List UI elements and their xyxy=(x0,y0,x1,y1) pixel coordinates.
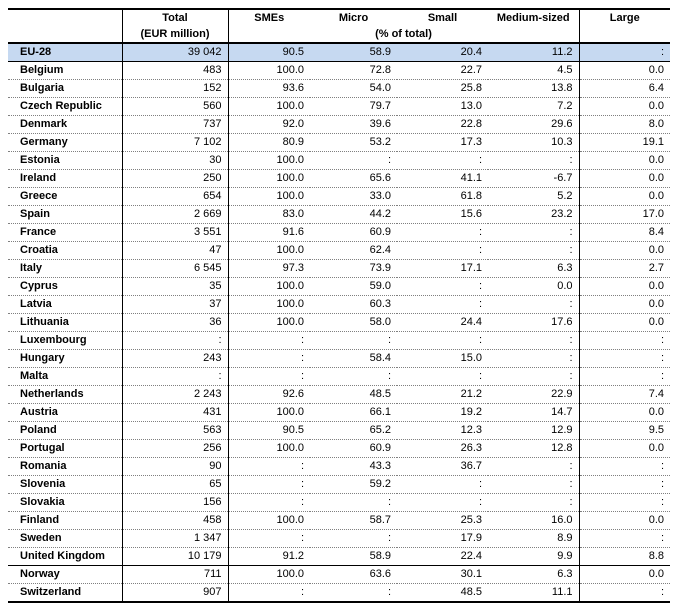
cell-small: 19.2 xyxy=(397,404,488,422)
cell-large: 0.0 xyxy=(579,404,670,422)
header-row-1 xyxy=(8,9,670,26)
cell-medium: : xyxy=(488,332,579,350)
cell-medium: 12.8 xyxy=(488,440,579,458)
table-row xyxy=(8,458,670,476)
cell-micro: 54.0 xyxy=(310,80,397,98)
cell-small: : xyxy=(397,332,488,350)
cell-small: 22.7 xyxy=(397,62,488,80)
cell-smes: 100.0 xyxy=(228,404,310,422)
cell-large: : xyxy=(579,530,670,548)
cell-smes: 100.0 xyxy=(228,242,310,260)
cell-large: 0.0 xyxy=(579,512,670,530)
cell-large: 0.0 xyxy=(579,152,670,170)
table-row xyxy=(8,584,670,603)
row-label: Poland xyxy=(8,422,122,440)
row-label: EU-28 xyxy=(8,43,122,62)
cell-micro: 33.0 xyxy=(310,188,397,206)
cell-micro: : xyxy=(310,584,397,603)
table-row xyxy=(8,242,670,260)
cell-large: 0.0 xyxy=(579,170,670,188)
row-label: Finland xyxy=(8,512,122,530)
cell-small: 15.0 xyxy=(397,350,488,368)
row-label: Germany xyxy=(8,134,122,152)
cell-micro: 60.3 xyxy=(310,296,397,314)
data-table xyxy=(8,8,670,603)
cell-smes: 92.6 xyxy=(228,386,310,404)
cell-small: 30.1 xyxy=(397,566,488,584)
row-label: Netherlands xyxy=(8,386,122,404)
cell-micro: : xyxy=(310,332,397,350)
cell-micro: 62.4 xyxy=(310,242,397,260)
cell-large: 0.0 xyxy=(579,278,670,296)
row-label: Slovenia xyxy=(8,476,122,494)
table-row-aggregate xyxy=(8,43,670,62)
row-label: Latvia xyxy=(8,296,122,314)
row-label: Sweden xyxy=(8,530,122,548)
cell-total: 711 xyxy=(122,566,228,584)
cell-micro: 44.2 xyxy=(310,206,397,224)
cell-micro: 65.6 xyxy=(310,170,397,188)
cell-total: 36 xyxy=(122,314,228,332)
row-label: Romania xyxy=(8,458,122,476)
cell-medium: 7.2 xyxy=(488,98,579,116)
cell-medium: : xyxy=(488,350,579,368)
cell-total: 243 xyxy=(122,350,228,368)
row-label: Denmark xyxy=(8,116,122,134)
cell-small: 15.6 xyxy=(397,206,488,224)
row-label: Italy xyxy=(8,260,122,278)
cell-small: 26.3 xyxy=(397,440,488,458)
cell-medium: 23.2 xyxy=(488,206,579,224)
cell-medium: 11.1 xyxy=(488,584,579,603)
cell-smes: 93.6 xyxy=(228,80,310,98)
cell-smes: 92.0 xyxy=(228,116,310,134)
cell-micro: : xyxy=(310,494,397,512)
row-label: Estonia xyxy=(8,152,122,170)
cell-smes: 100.0 xyxy=(228,152,310,170)
cell-medium: : xyxy=(488,368,579,386)
cell-total: 256 xyxy=(122,440,228,458)
cell-micro: 39.6 xyxy=(310,116,397,134)
row-label: Cyprus xyxy=(8,278,122,296)
cell-micro: 59.2 xyxy=(310,476,397,494)
cell-medium: -6.7 xyxy=(488,170,579,188)
table-row xyxy=(8,206,670,224)
cell-large: 9.5 xyxy=(579,422,670,440)
row-label: Spain xyxy=(8,206,122,224)
header-smes: SMEs xyxy=(228,9,310,26)
cell-medium: : xyxy=(488,476,579,494)
cell-large: 0.0 xyxy=(579,566,670,584)
cell-medium: : xyxy=(488,458,579,476)
header-empty-cell-3 xyxy=(579,26,670,43)
cell-total: 1 347 xyxy=(122,530,228,548)
cell-large: 17.0 xyxy=(579,206,670,224)
cell-total: 3 551 xyxy=(122,224,228,242)
cell-large: : xyxy=(579,350,670,368)
cell-total: 654 xyxy=(122,188,228,206)
cell-medium: 12.9 xyxy=(488,422,579,440)
cell-small: 17.9 xyxy=(397,530,488,548)
cell-small: 24.4 xyxy=(397,314,488,332)
cell-total: 483 xyxy=(122,62,228,80)
cell-total: : xyxy=(122,368,228,386)
cell-total: 6 545 xyxy=(122,260,228,278)
table-row xyxy=(8,296,670,314)
cell-large: 19.1 xyxy=(579,134,670,152)
header-empty-cell-2 xyxy=(8,26,122,43)
cell-smes: : xyxy=(228,530,310,548)
cell-medium: 0.0 xyxy=(488,278,579,296)
cell-medium: 16.0 xyxy=(488,512,579,530)
cell-small: 22.4 xyxy=(397,548,488,566)
table-row xyxy=(8,152,670,170)
row-label: United Kingdom xyxy=(8,548,122,566)
cell-total: 37 xyxy=(122,296,228,314)
cell-large: : xyxy=(579,368,670,386)
cell-small: 12.3 xyxy=(397,422,488,440)
cell-micro: 58.7 xyxy=(310,512,397,530)
table-row xyxy=(8,512,670,530)
table-row xyxy=(8,260,670,278)
table-row xyxy=(8,548,670,566)
cell-medium: 22.9 xyxy=(488,386,579,404)
cell-large: : xyxy=(579,332,670,350)
cell-large: 2.7 xyxy=(579,260,670,278)
cell-micro: 65.2 xyxy=(310,422,397,440)
row-label: Belgium xyxy=(8,62,122,80)
cell-micro: 48.5 xyxy=(310,386,397,404)
table-row xyxy=(8,494,670,512)
cell-smes: : xyxy=(228,458,310,476)
cell-total: 47 xyxy=(122,242,228,260)
cell-large: 8.0 xyxy=(579,116,670,134)
cell-medium: 10.3 xyxy=(488,134,579,152)
cell-large: : xyxy=(579,458,670,476)
cell-smes: : xyxy=(228,584,310,603)
cell-total: 152 xyxy=(122,80,228,98)
cell-small: 61.8 xyxy=(397,188,488,206)
row-label: Malta xyxy=(8,368,122,386)
cell-micro: 72.8 xyxy=(310,62,397,80)
table-row xyxy=(8,80,670,98)
cell-medium: 5.2 xyxy=(488,188,579,206)
header-total-unit: (EUR million) xyxy=(122,26,228,43)
table-row xyxy=(8,476,670,494)
table-row xyxy=(8,404,670,422)
cell-medium: 17.6 xyxy=(488,314,579,332)
table-row xyxy=(8,314,670,332)
cell-smes: 90.5 xyxy=(228,422,310,440)
table-body xyxy=(8,43,670,602)
table-row xyxy=(8,386,670,404)
row-label: Luxembourg xyxy=(8,332,122,350)
row-label: Portugal xyxy=(8,440,122,458)
cell-total: 156 xyxy=(122,494,228,512)
header-micro: Micro xyxy=(310,9,397,26)
cell-smes: 100.0 xyxy=(228,566,310,584)
cell-smes: 100.0 xyxy=(228,296,310,314)
cell-smes: 100.0 xyxy=(228,512,310,530)
cell-small: : xyxy=(397,494,488,512)
cell-smes: 97.3 xyxy=(228,260,310,278)
cell-small: 22.8 xyxy=(397,116,488,134)
cell-large: 8.8 xyxy=(579,548,670,566)
cell-large: 7.4 xyxy=(579,386,670,404)
cell-micro: 59.0 xyxy=(310,278,397,296)
cell-small: 41.1 xyxy=(397,170,488,188)
row-label: Croatia xyxy=(8,242,122,260)
cell-large: 0.0 xyxy=(579,314,670,332)
row-label: Slovakia xyxy=(8,494,122,512)
cell-total: 2 669 xyxy=(122,206,228,224)
cell-medium: : xyxy=(488,296,579,314)
table-row xyxy=(8,116,670,134)
table-row xyxy=(8,188,670,206)
cell-large: : xyxy=(579,584,670,603)
row-label: Hungary xyxy=(8,350,122,368)
cell-smes: 90.5 xyxy=(228,43,310,62)
cell-small: 25.3 xyxy=(397,512,488,530)
cell-micro: 53.2 xyxy=(310,134,397,152)
cell-small: : xyxy=(397,152,488,170)
cell-total: 563 xyxy=(122,422,228,440)
cell-large: : xyxy=(579,476,670,494)
table-row xyxy=(8,422,670,440)
row-label: France xyxy=(8,224,122,242)
cell-medium: 11.2 xyxy=(488,43,579,62)
cell-large: 0.0 xyxy=(579,296,670,314)
cell-small: 25.8 xyxy=(397,80,488,98)
header-total: Total xyxy=(122,9,228,26)
cell-total: 7 102 xyxy=(122,134,228,152)
cell-micro: 58.4 xyxy=(310,350,397,368)
cell-small: : xyxy=(397,242,488,260)
table-row xyxy=(8,332,670,350)
row-label: Czech Republic xyxy=(8,98,122,116)
cell-medium: 6.3 xyxy=(488,260,579,278)
cell-micro: : xyxy=(310,152,397,170)
cell-total: 737 xyxy=(122,116,228,134)
table-row xyxy=(8,278,670,296)
cell-small: 20.4 xyxy=(397,43,488,62)
cell-medium: : xyxy=(488,494,579,512)
cell-micro: 79.7 xyxy=(310,98,397,116)
cell-total: 250 xyxy=(122,170,228,188)
header-row-2 xyxy=(8,26,670,43)
cell-smes: 91.2 xyxy=(228,548,310,566)
cell-total: : xyxy=(122,332,228,350)
cell-smes: : xyxy=(228,494,310,512)
cell-medium: : xyxy=(488,224,579,242)
cell-small: : xyxy=(397,224,488,242)
cell-medium: 8.9 xyxy=(488,530,579,548)
cell-large: 0.0 xyxy=(579,242,670,260)
cell-micro: : xyxy=(310,368,397,386)
cell-total: 2 243 xyxy=(122,386,228,404)
cell-micro: 66.1 xyxy=(310,404,397,422)
cell-small: : xyxy=(397,476,488,494)
cell-large: 8.4 xyxy=(579,224,670,242)
cell-small: 17.1 xyxy=(397,260,488,278)
cell-smes: : xyxy=(228,476,310,494)
table-row xyxy=(8,368,670,386)
cell-total: 90 xyxy=(122,458,228,476)
table-row xyxy=(8,170,670,188)
cell-large: 0.0 xyxy=(579,188,670,206)
row-label: Lithuania xyxy=(8,314,122,332)
cell-smes: : xyxy=(228,332,310,350)
header-pct-unit: (% of total) xyxy=(228,26,579,43)
cell-small: 13.0 xyxy=(397,98,488,116)
cell-total: 35 xyxy=(122,278,228,296)
row-label: Greece xyxy=(8,188,122,206)
cell-large: 6.4 xyxy=(579,80,670,98)
row-label: Switzerland xyxy=(8,584,122,603)
cell-total: 560 xyxy=(122,98,228,116)
cell-micro: : xyxy=(310,530,397,548)
cell-smes: 91.6 xyxy=(228,224,310,242)
cell-smes: 100.0 xyxy=(228,62,310,80)
table-row xyxy=(8,62,670,80)
cell-small: 17.3 xyxy=(397,134,488,152)
cell-small: 21.2 xyxy=(397,386,488,404)
cell-smes: 100.0 xyxy=(228,314,310,332)
table-row xyxy=(8,440,670,458)
cell-medium: 4.5 xyxy=(488,62,579,80)
cell-large: 0.0 xyxy=(579,98,670,116)
header-small: Small xyxy=(397,9,488,26)
cell-large: : xyxy=(579,43,670,62)
table-row xyxy=(8,134,670,152)
header-empty-cell xyxy=(8,9,122,26)
cell-medium: : xyxy=(488,152,579,170)
cell-small: 48.5 xyxy=(397,584,488,603)
cell-smes: 100.0 xyxy=(228,440,310,458)
cell-smes: 100.0 xyxy=(228,188,310,206)
cell-micro: 73.9 xyxy=(310,260,397,278)
cell-total: 458 xyxy=(122,512,228,530)
table-row xyxy=(8,224,670,242)
cell-medium: 6.3 xyxy=(488,566,579,584)
cell-smes: 83.0 xyxy=(228,206,310,224)
cell-micro: 60.9 xyxy=(310,224,397,242)
cell-micro: 58.0 xyxy=(310,314,397,332)
cell-medium: 14.7 xyxy=(488,404,579,422)
cell-micro: 60.9 xyxy=(310,440,397,458)
cell-medium: 29.6 xyxy=(488,116,579,134)
cell-medium: 9.9 xyxy=(488,548,579,566)
table-row xyxy=(8,530,670,548)
row-label: Austria xyxy=(8,404,122,422)
row-label: Norway xyxy=(8,566,122,584)
cell-micro: 63.6 xyxy=(310,566,397,584)
row-label: Bulgaria xyxy=(8,80,122,98)
cell-small: 36.7 xyxy=(397,458,488,476)
cell-smes: : xyxy=(228,350,310,368)
cell-total: 431 xyxy=(122,404,228,422)
cell-smes: 80.9 xyxy=(228,134,310,152)
cell-smes: 100.0 xyxy=(228,98,310,116)
cell-total: 65 xyxy=(122,476,228,494)
table-row xyxy=(8,350,670,368)
header-medium: Medium-sized xyxy=(488,9,579,26)
cell-smes: 100.0 xyxy=(228,278,310,296)
table-row xyxy=(8,566,670,584)
cell-small: : xyxy=(397,278,488,296)
header-large: Large xyxy=(579,9,670,26)
cell-small: : xyxy=(397,296,488,314)
cell-medium: 13.8 xyxy=(488,80,579,98)
cell-small: : xyxy=(397,368,488,386)
cell-total: 30 xyxy=(122,152,228,170)
table-row xyxy=(8,98,670,116)
cell-micro: 43.3 xyxy=(310,458,397,476)
cell-medium: : xyxy=(488,242,579,260)
cell-large: 0.0 xyxy=(579,440,670,458)
cell-smes: 100.0 xyxy=(228,170,310,188)
cell-total: 39 042 xyxy=(122,43,228,62)
cell-total: 10 179 xyxy=(122,548,228,566)
data-table-container xyxy=(8,8,670,603)
cell-smes: : xyxy=(228,368,310,386)
row-label: Ireland xyxy=(8,170,122,188)
cell-micro: 58.9 xyxy=(310,43,397,62)
cell-large: : xyxy=(579,494,670,512)
cell-micro: 58.9 xyxy=(310,548,397,566)
cell-total: 907 xyxy=(122,584,228,603)
cell-large: 0.0 xyxy=(579,62,670,80)
